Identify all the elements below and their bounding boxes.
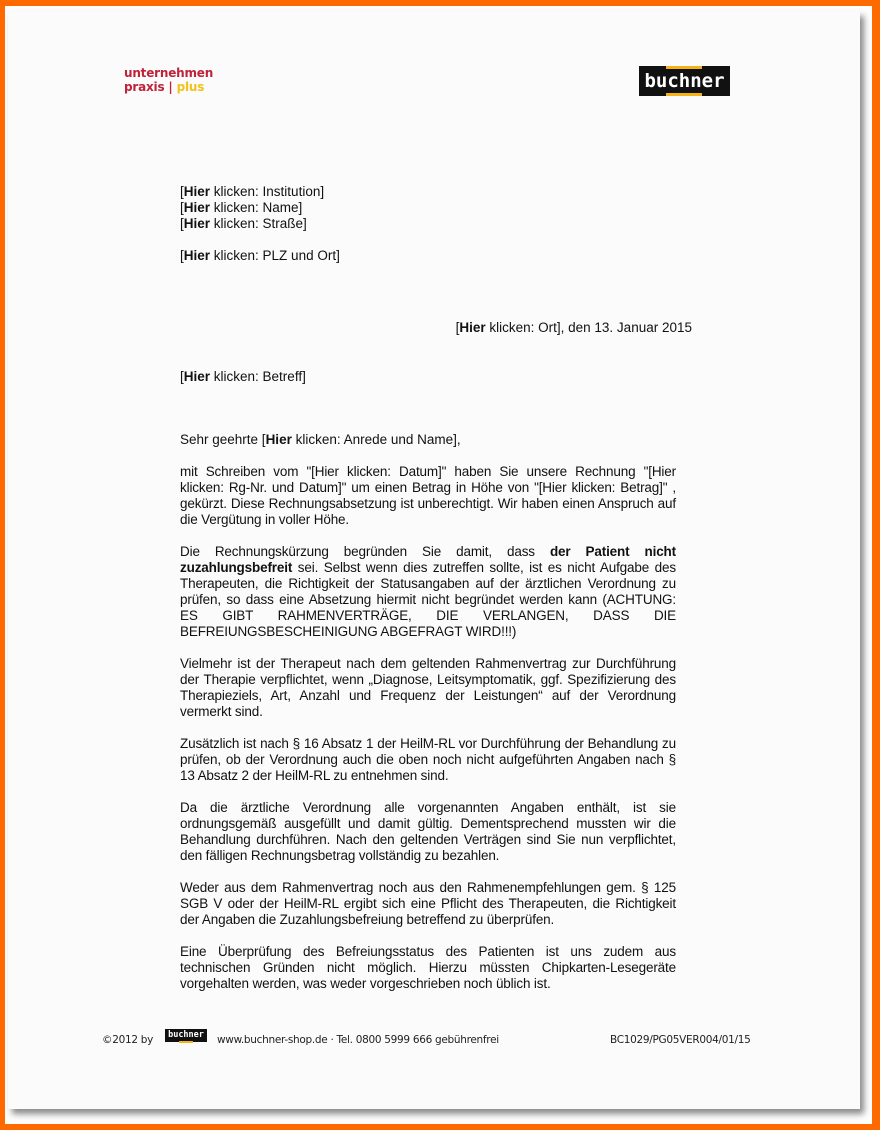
- footer-buchner-logo: buchner: [165, 1029, 207, 1042]
- paragraph-1: mit Schreiben vom "[Hier klicken: Datum]" haben Sie unsere Rechnung "[Hier klicken: Rg-Nr. und Datum]" um einen Betrag in Höhe von "[Hier klicken: Betrag]" , gekürzt. Diese Rechnungsabsetzung ist unberechtigt. Wir haben einen Anspruch auf die Vergütung in voller Höhe.: [180, 464, 676, 527]
- address-institution[interactable]: [Hier klicken: Institution]: [180, 184, 325, 199]
- paragraph-6: Weder aus dem Rahmenvertrag noch aus den Rahmenempfehlungen gem. § 125 SGB V oder der HeilM-RL ergibt sich eine Pflicht des Therapeuten, die Richtigkeit der Angaben die Zuzahlungsbefreiung betreffend zu überprüfen.: [180, 880, 676, 927]
- address-street[interactable]: [Hier klicken: Straße]: [180, 216, 307, 231]
- unternehmen-praxis-plus-logo: [124, 66, 213, 94]
- salutation[interactable]: Sehr geehrte [Hier klicken: Anrede und Name],: [180, 432, 461, 447]
- footer-contact: www.buchner-shop.de · Tel. 0800 5999 666 gebührenfrei: [217, 1034, 499, 1046]
- address-plz-ort[interactable]: [Hier klicken: PLZ und Ort]: [180, 248, 340, 263]
- logo-word-praxis: praxis: [124, 80, 165, 94]
- footer-copyright: ©2012 by: [102, 1034, 154, 1046]
- date-line[interactable]: [Hier klicken: Ort], den 13. Januar 2015: [455, 320, 692, 335]
- recipient-address: [180, 184, 324, 232]
- paragraph-2: Die Rechnungskürzung begründen Sie damit, dass der Patient nicht zuzahlungsbefreit sei. Selbst wenn dies zutreffen sollte, ist es nicht Aufgabe des Therapeuten, die Richtigkeit der Statusangaben auf der ärztlichen Verordnung zu prüfen, so dass eine Absetzung hiermit nicht begründet werden kann (ACHTUNG: ES GIBT RAHMENVERTRÄGE, DIE VERLANGEN, DASS DIE BEFREIUNGSBESCHEINIGUNG ABGEFRAGT WIRD!!!): [180, 544, 677, 639]
- address-name[interactable]: [Hier klicken: Name]: [180, 200, 303, 215]
- logo-word-plus: plus: [176, 80, 205, 94]
- footer-document-code: BC1029/PG05VER004/01/15: [610, 1034, 751, 1046]
- paragraph-4: Zusätzlich ist nach § 16 Absatz 1 der HeilM-RL vor Durchführung der Behandlung zu prüfen, ob der Verordnung auch die oben noch nicht aufgeführten Angaben nach § 13 Absatz 2 der HeilM-RL zu entnehmen sind.: [180, 736, 676, 783]
- paragraph-3: Vielmehr ist der Therapeut nach dem geltenden Rahmenvertrag zur Durchführung der Therapie verpflichtet, wenn „Diagnose, Leitsymptomatik, ggf. Spezifizierung des Therapieziels, Art, Anzahl und Frequenz der Leistungen“ auf der Verordnung vermerkt sind.: [180, 656, 676, 719]
- subject-line[interactable]: [Hier klicken: Betreff]: [180, 369, 306, 384]
- buchner-logo: buchner: [639, 66, 730, 96]
- logo-line-1: unternehmen: [124, 66, 214, 80]
- paragraph-7: Eine Überprüfung des Befreiungsstatus des Patienten ist uns zudem aus technischen Gründen nicht möglich. Hierzu müssten Chipkarten-Lesegeräte vorgehalten werden, was weder vorgeschrieben noch üblich ist.: [180, 944, 676, 991]
- logo-separator: |: [168, 80, 173, 94]
- paragraph-5: Da die ärztliche Verordnung alle vorgenannten Angaben enthält, ist sie ordnungsgemäß ausgefüllt und damit gültig. Dementsprechend mussten wir die Behandlung durchführen. Nach den geltenden Verträgen sind Sie nun verpflichtet, den fälligen Rechnungsbetrag vollständig zu bezahlen.: [180, 800, 676, 863]
